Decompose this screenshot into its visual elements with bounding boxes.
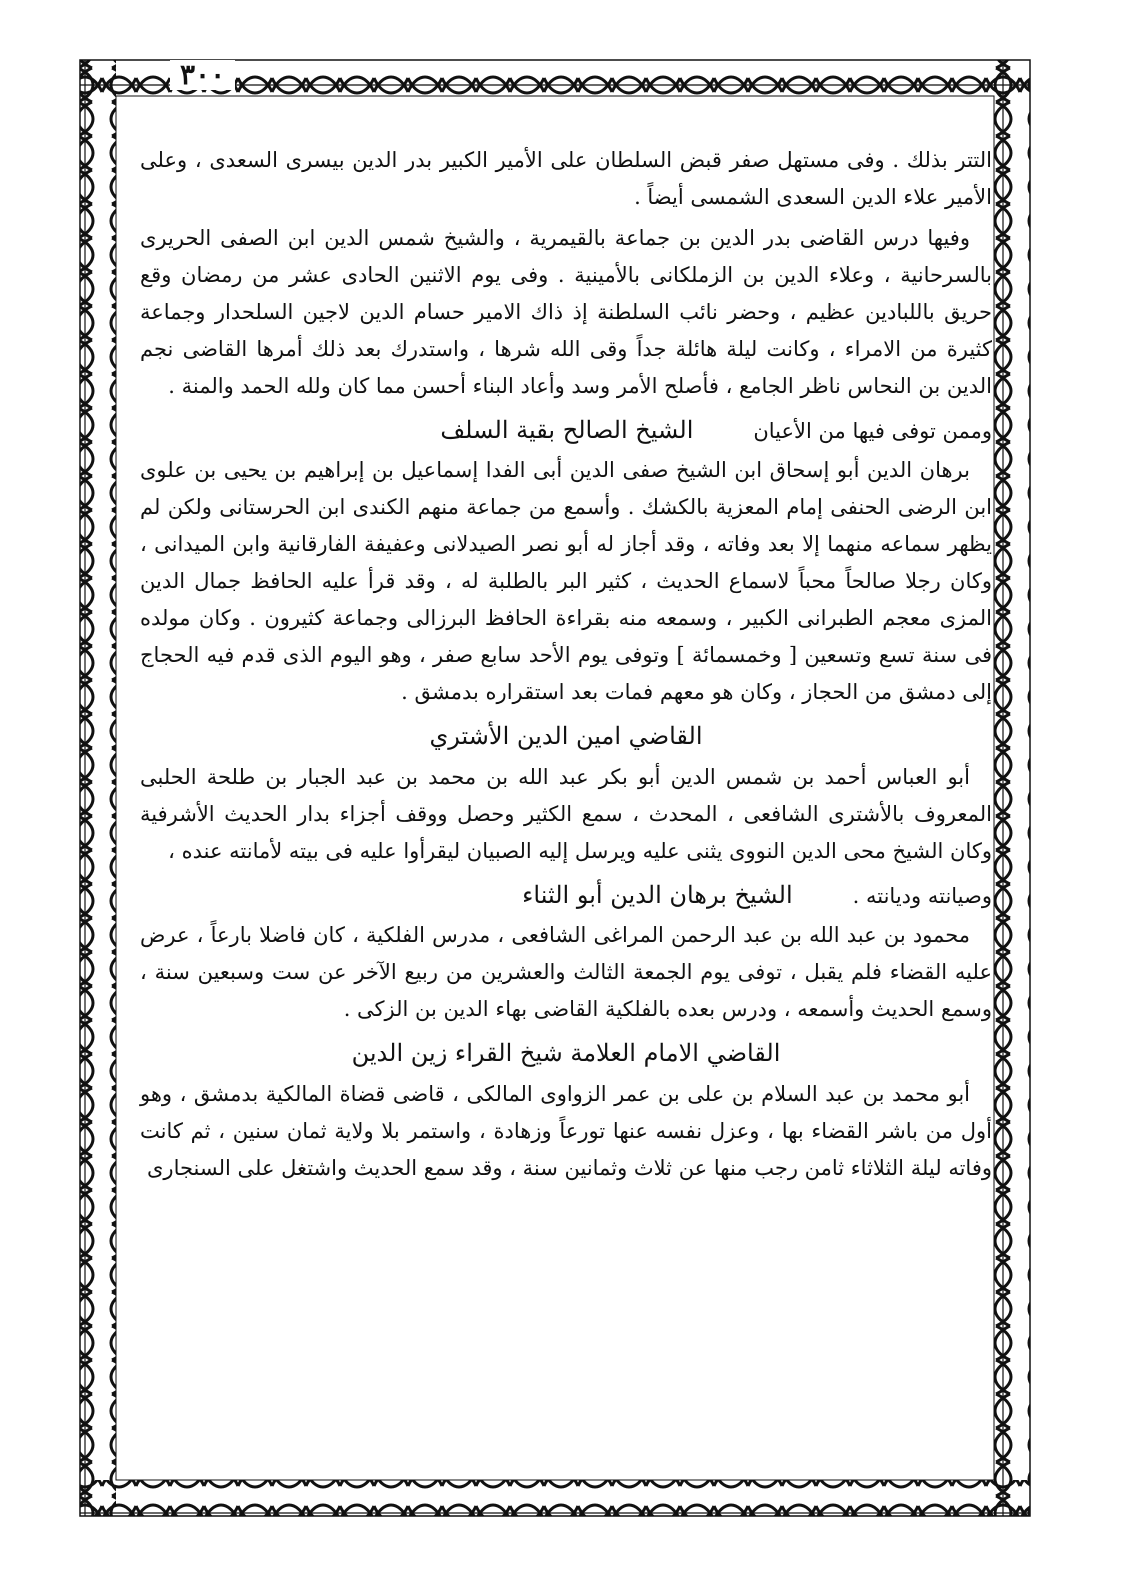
paragraph-amin-al-din: أبو العباس أحمد بن شمس الدين أبو بكر عبد الله بن محمد بن عبد الجبار بن طلحة الحلبى المعروف بالأشترى الشافعى ، المحدث ، سمع الكثير وحصل ووقف أجزاء بدار الحديث الأشرفية وكان الشيخ محى الدين النووى يثنى عليه ويرسل إليه الصبيان ليقرأوا عليه فى بيته لأمانته عنده ، — [140, 765, 992, 863]
heading-zayn-al-din: القاضي الامام العلامة شيخ القراء زين الدين — [351, 1039, 781, 1067]
heading-abu-al-thana: الشيخ برهان الدين أبو الثناء — [522, 881, 793, 909]
paragraph-abu-al-thana: محمود بن عبد الله بن عبد الرحمن المراغى الشافعى ، مدرس الفلكية ، كان فاضلا بارعاً ، عرض عليه القضاء فلم يقبل ، توفى يوم الجمعة الثالث والعشرين من ربيع الآخر عن ست وسبعين سنة ، وسمع الحديث وأسمعه ، ودرس بعده بالفلكية القاضى بهاء الدين بن الزكى . — [140, 923, 992, 1021]
heading-burhan-al-din: الشيخ الصالح بقية السلف — [440, 416, 694, 444]
abu-al-thana-row — [140, 874, 992, 917]
obituaries-intro: وممن توفى فيها من الأعيان — [753, 419, 992, 443]
paragraph-1: التتر بذلك . وفى مستهل صفر قبض السلطان على الأمير الكبير بدر الدين بيسرى السعدى ، وعلى الأمير علاء الدين السعدى الشمسى أيضاً . — [140, 148, 992, 209]
paragraph-amin-al-din-end: وصيانته وديانته . — [852, 884, 992, 908]
page-number: ٣٠٠ — [170, 60, 235, 90]
page-body — [140, 142, 992, 1472]
paragraph-zayn-al-din: أبو محمد بن عبد السلام بن على بن عمر الزواوى المالكى ، قاضى قضاة المالكية بدمشق ، وهو أول من باشر القضاء بها ، وعزل نفسه عنها تورعاً وزهادة ، واستمر بلا ولاية ثمان سنين ، ثم كانت وفاته ليلة الثلاثاء ثامن رجب منها عن ثلاث وثمانين سنة ، وقد سمع الحديث واشتغل على السنجارى — [140, 1082, 992, 1180]
paragraph-burhan-al-din: برهان الدين أبو إسحاق ابن الشيخ صفى الدين أبى الفدا إسماعيل بن إبراهيم بن يحيى بن علوى ابن الرضى الحنفى إمام المعزية بالكشك . وأسمع من جماعة منهم الكندى ابن الحرستانى ولكن لم يظهر سماعه منهما إلا بعد وفاته ، وقد أجاز له أبو نصر الصيدلانى وعفيفة الفارقانية وابن الميدانى ، وكان رجلا صالحاً محباً لاسماع الحديث ، كثير البر بالطلبة له ، وقد قرأ عليه الحافظ جمال الدين المزى معجم الطبرانى الكبير ، وسمعه منه بقراءة الحافظ البرزالى وجماعة كثيرون . وكان مولده فى سنة تسع وتسعين [ وخمسمائة ] وتوفى يوم الأحد سابع صفر ، وهو اليوم الذى قدم فيه الحجاج إلى دمشق من الحجاز ، وكان هو معهم فمات بعد استقراره بدمشق . — [140, 458, 992, 704]
paragraph-2: وفيها درس القاضى بدر الدين بن جماعة بالقيمرية ، والشيخ شمس الدين ابن الصفى الحريرى بالسرحانية ، وعلاء الدين بن الزملكانى بالأمينية . وفى يوم الاثنين الحادى عشر من رمضان وقع حريق باللبادين عظيم ، وحضر نائب السلطنة إذ ذاك الامير حسام الدين لاجين السلحدار وجماعة كثيرة من الامراء ، وكانت ليلة هائلة جداً وقى الله شرها ، واستدرك بعد ذلك أمرها القاضى نجم الدين بن النحاس ناظر الجامع ، فأصلح الأمر وسد وأعاد البناء أحسن مما كان ولله الحمد والمنة . — [140, 226, 992, 398]
heading-amin-al-din: القاضي امين الدين الأشتري — [429, 722, 703, 750]
obituaries-intro-row — [140, 409, 992, 452]
